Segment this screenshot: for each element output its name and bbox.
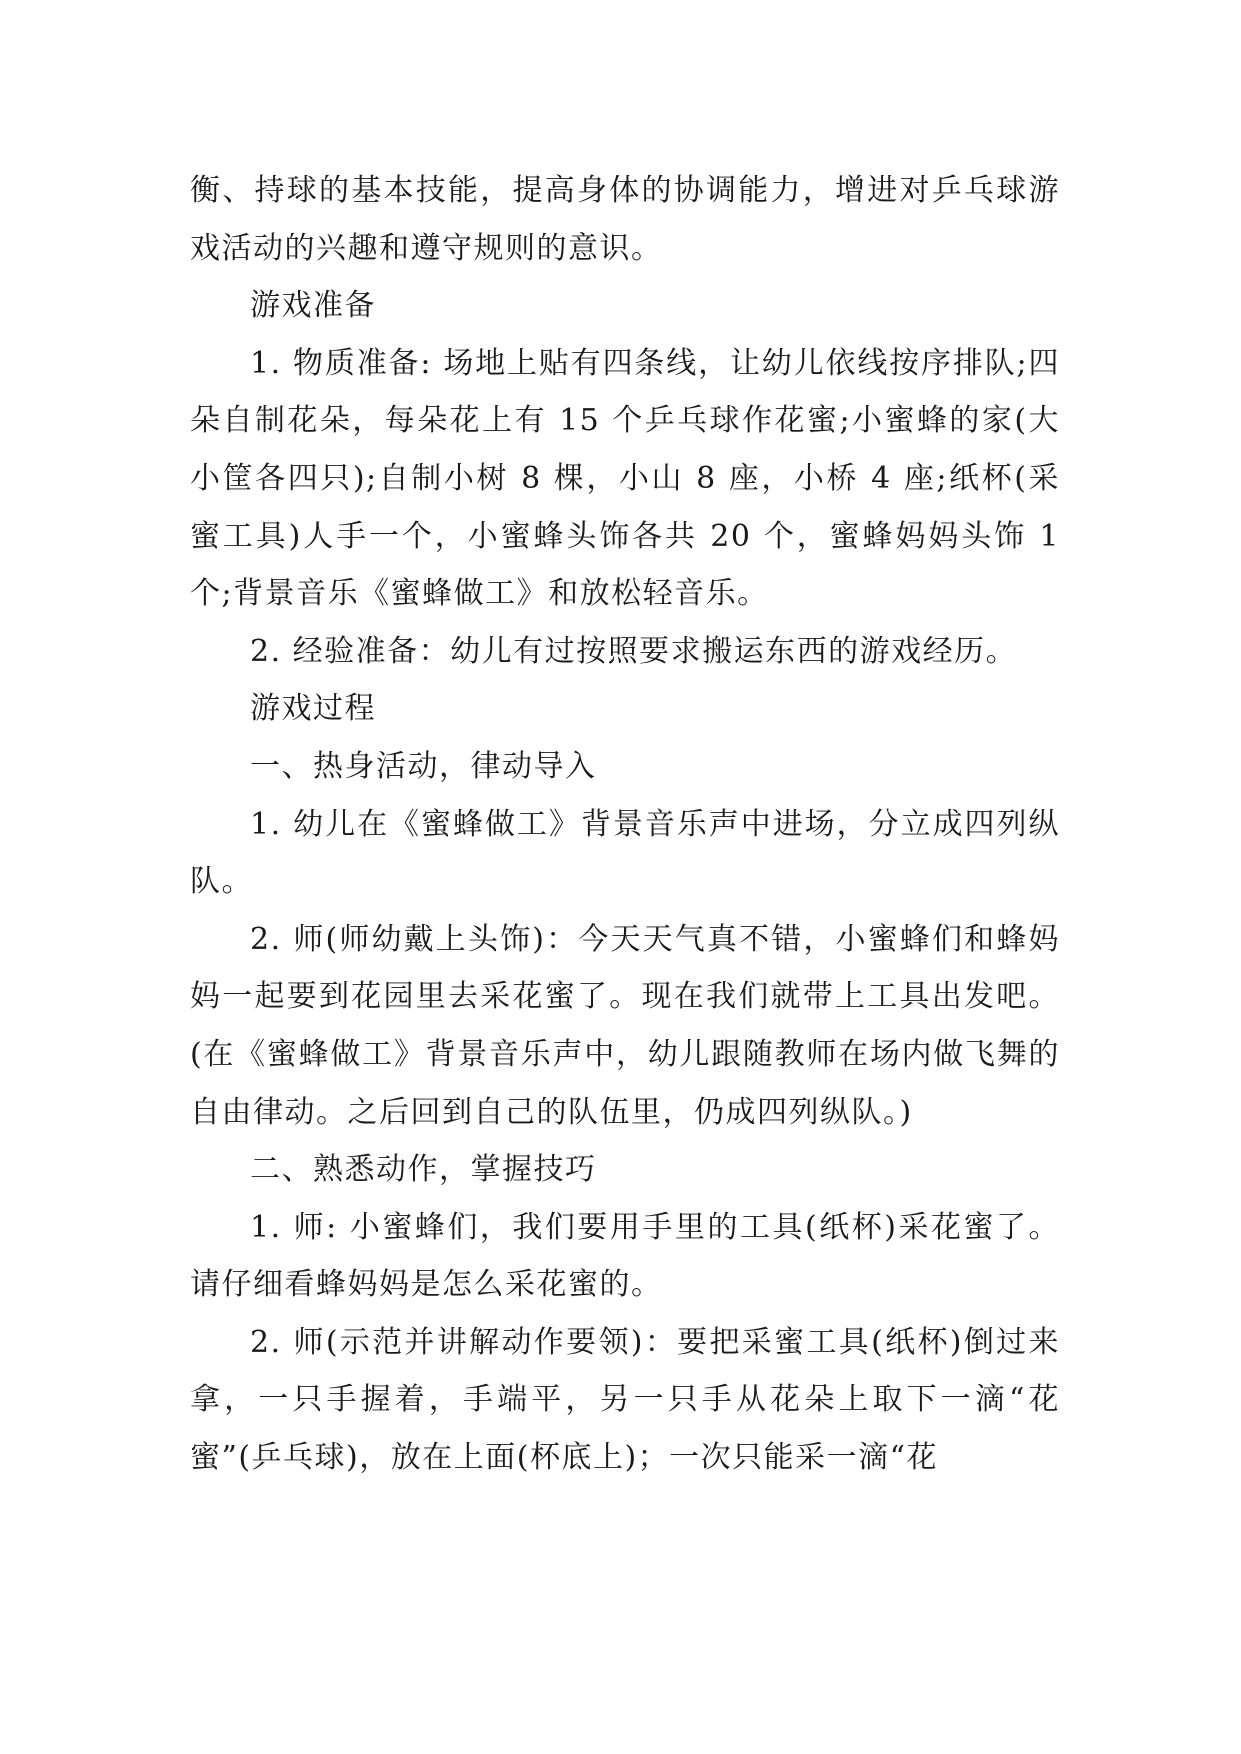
heading-game-preparation: 游戏准备 [250, 288, 376, 324]
paragraph-warm-up-step-1: 1. 幼儿在《蜜蜂做工》背景音乐声中进场，分立成四列纵队。 [190, 806, 1060, 900]
paragraph-intro-continued: 衡、持球的基本技能，提高身体的协调能力，增进对乒乓球游戏活动的兴趣和遵守规则的意识。 [190, 173, 1060, 266]
paragraph-warm-up-step-2: 2. 师(师幼戴上头饰)：今天天气真不错，小蜜蜂们和蜂妈妈一起要到花园里去采花蜜了。现在我们就带上工具出发吧。(在《蜜蜂做工》背景音乐声中，幼儿跟随教师在场内做飞舞的自由律动。之后回到自己的队伍里，仍成四列纵队。) [190, 921, 1060, 1130]
heading-game-process: 游戏过程 [250, 691, 376, 727]
paragraph-familiarize-step-1: 1. 师: 小蜜蜂们，我们要用手里的工具(纸杯)采花蜜了。请仔细看蜂妈妈是怎么采花蜜的。 [190, 1209, 1060, 1303]
paragraph-experience-preparation: 2. 经验准备：幼儿有过按照要求搬运东西的游戏经历。 [250, 633, 1018, 669]
paragraph-familiarize-step-2: 2. 师(示范并讲解动作要领)：要把采蜜工具(纸杯)倒过来拿，一只手握着，手端平，另一只手从花朵上取下一滴“花蜜”(乒乓球)，放在上面(杯底上)；一次只能采一滴“花 [190, 1324, 1060, 1476]
heading-warm-up: 一、热身活动，律动导入 [250, 748, 597, 784]
document-body [190, 162, 1060, 1487]
heading-familiarize-actions: 二、熟悉动作，掌握技巧 [250, 1152, 597, 1188]
paragraph-material-preparation: 1. 物质准备: 场地上贴有四条线，让幼儿依线按序排队;四朵自制花朵，每朵花上有 15 个乒乓球作花蜜;小蜜蜂的家(大小筐各四只);自制小树 8 棵，小山 8 座，小桥 4 座;纸杯(采蜜工具)人手一个，小蜜蜂头饰各共 20 个，蜜蜂妈妈头饰 1 个;背景音乐《蜜蜂做工》和放松轻音乐。 [190, 345, 1060, 612]
